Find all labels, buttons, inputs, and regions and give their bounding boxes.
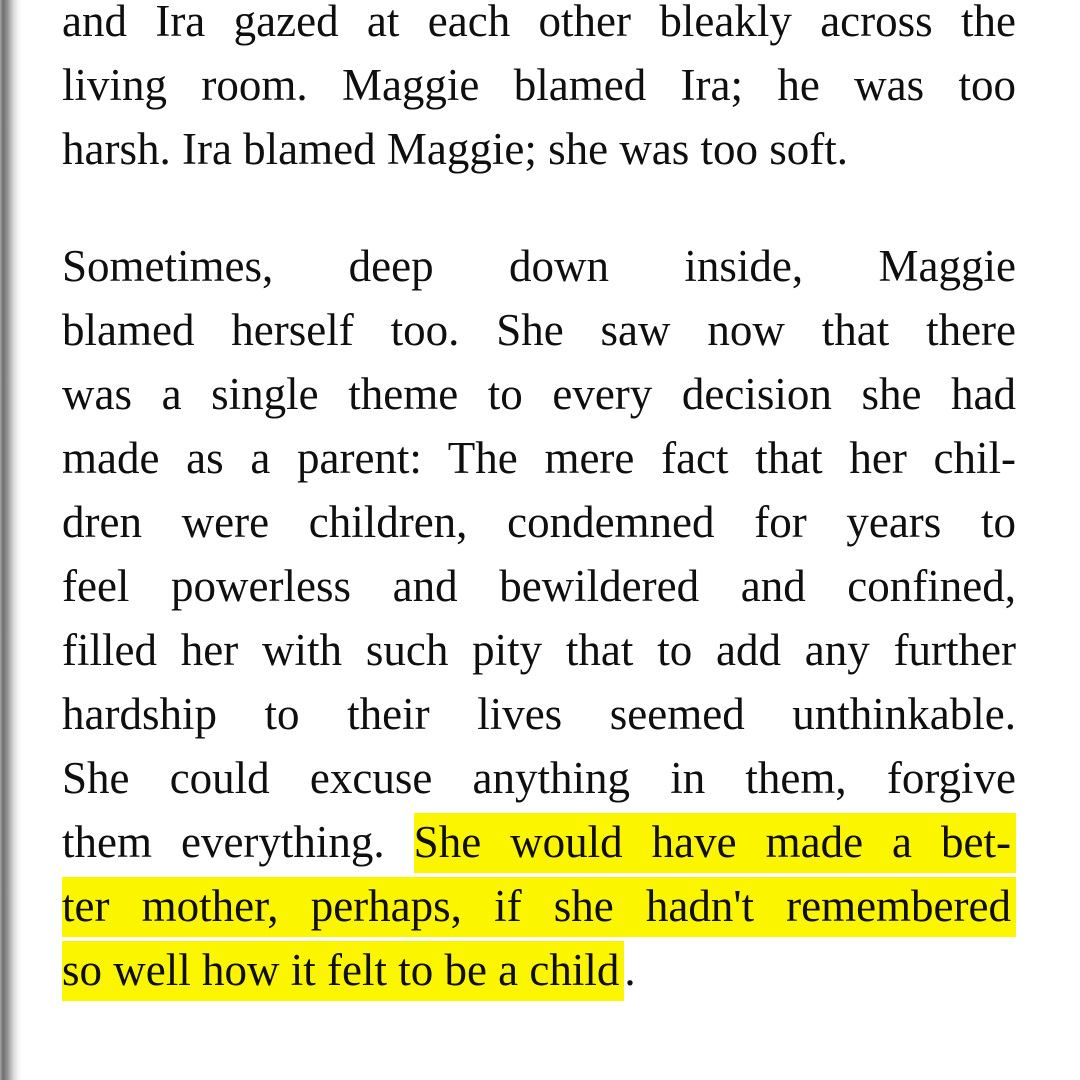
text-line: [62, 362, 1016, 426]
text-line: [62, 938, 1016, 1002]
text-segment: them everything.: [62, 817, 414, 867]
text-segment: made as a parent: The mere fact that her chil-: [62, 433, 1016, 483]
paragraph: [62, 0, 1016, 181]
text-line: [62, 234, 1016, 298]
text-line: [62, 682, 1016, 746]
text-segment: filled her with such pity that to add any further: [62, 625, 1016, 675]
text-line: [62, 810, 1016, 874]
text-line: [62, 746, 1016, 810]
text-line: [62, 53, 1016, 117]
text-segment: harsh. Ira blamed Maggie; she was too soft.: [62, 124, 849, 174]
page-edge-shadow: [0, 0, 22, 1080]
text-segment: was a single theme to every decision she had: [62, 369, 1016, 419]
highlighted-text[interactable]: ter mother, perhaps, if she hadn't remembered: [62, 877, 1016, 937]
text-line: [62, 618, 1016, 682]
text-segment: hardship to their lives seemed unthinkable.: [62, 689, 1016, 739]
text-line: [62, 490, 1016, 554]
highlighted-text[interactable]: so well how it felt to be a child: [62, 941, 624, 1001]
book-text: [62, 0, 1016, 1002]
highlighted-text[interactable]: She would have made a bet-: [414, 813, 1016, 873]
text-segment: Sometimes, deep down inside, Maggie: [62, 241, 1016, 291]
text-line: [62, 874, 1016, 938]
text-segment: feel powerless and bewildered and confined,: [62, 561, 1016, 611]
text-segment: dren were children, condemned for years to: [62, 497, 1016, 547]
text-segment: living room. Maggie blamed Ira; he was too: [62, 60, 1016, 110]
text-segment: and Ira gazed at each other bleakly across the: [62, 0, 1016, 46]
text-line: [62, 117, 1016, 181]
text-segment: blamed herself too. She saw now that there: [62, 305, 1016, 355]
paragraph: [62, 234, 1016, 1002]
text-segment: .: [624, 945, 636, 995]
text-line: [62, 0, 1016, 53]
text-line: [62, 554, 1016, 618]
text-line: [62, 298, 1016, 362]
text-line: [62, 426, 1016, 490]
text-segment: She could excuse anything in them, forgive: [62, 753, 1016, 803]
